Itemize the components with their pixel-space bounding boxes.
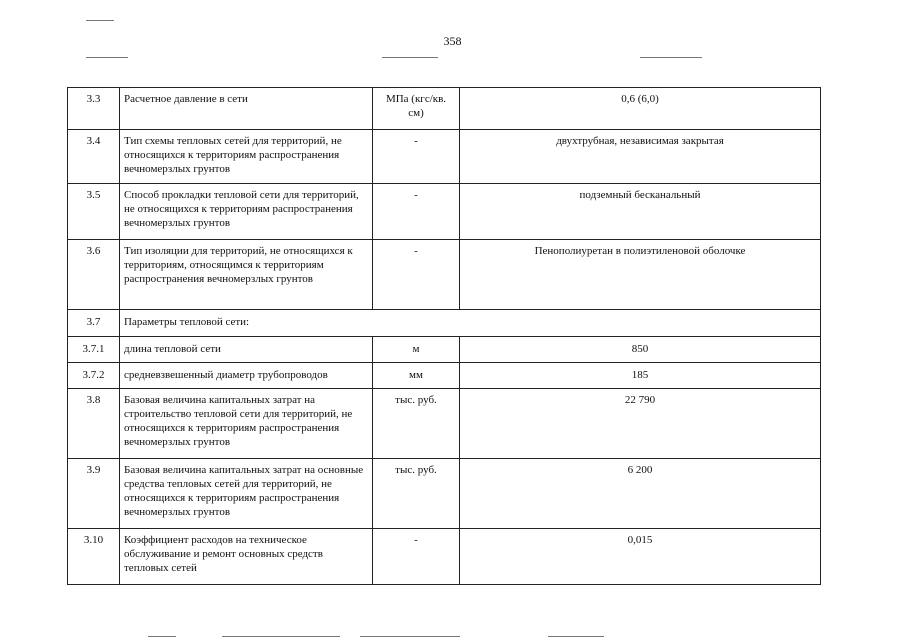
row-number: 3.7.1 [68,337,120,363]
row-unit: МПа (кгс/кв. см) [373,88,460,130]
row-unit: - [373,529,460,585]
table-row [68,529,821,585]
table-row [68,363,821,389]
scan-mark [148,636,176,637]
page-number: 358 [443,34,462,48]
row-number: 3.7.2 [68,363,120,389]
row-name: Коэффициент расходов на техническое обслуживание и ремонт основных средств тепловых сетей [120,529,373,585]
table-row [68,459,821,529]
row-name: длина тепловой сети [120,337,373,363]
row-name: Расчетное давление в сети [120,88,373,130]
row-unit: м [373,337,460,363]
parameters-table [67,87,821,585]
row-unit: - [373,240,460,310]
row-number: 3.6 [68,240,120,310]
table-row [68,310,821,337]
row-number: 3.4 [68,130,120,184]
row-unit: - [373,130,460,184]
scan-mark [548,636,604,637]
table-row [68,240,821,310]
row-number: 3.3 [68,88,120,130]
table-row [68,389,821,459]
scan-mark [360,636,460,637]
table-row [68,337,821,363]
row-unit: мм [373,363,460,389]
row-number: 3.5 [68,184,120,240]
scan-mark [86,20,114,21]
table-row [68,130,821,184]
row-value: 850 [460,337,821,363]
row-number: 3.10 [68,529,120,585]
row-unit: тыс. руб. [373,459,460,529]
row-name: Базовая величина капитальных затрат на основные средства тепловых сетей для территорий, не относящихся к территориям распространения вечномерзлых грунтов [120,459,373,529]
row-value: 185 [460,363,821,389]
row-value: подземный бесканальный [460,184,821,240]
scan-mark [86,57,128,58]
row-unit: тыс. руб. [373,389,460,459]
row-value: 6 200 [460,459,821,529]
scan-mark [640,57,702,58]
row-number: 3.7 [68,310,120,337]
row-value: 0,015 [460,529,821,585]
row-name: средневзвешенный диаметр трубопроводов [120,363,373,389]
row-value: двухтрубная, независимая закрытая [460,130,821,184]
row-value: Пенополиуретан в полиэтиленовой оболочке [460,240,821,310]
row-name: Базовая величина капитальных затрат на строительство тепловой сети для территорий, не относящихся к территориям распространения вечномерзлых грунтов [120,389,373,459]
row-name: Тип схемы тепловых сетей для территорий, не относящихся к территориям распространения вечномерзлых грунтов [120,130,373,184]
row-name: Способ прокладки тепловой сети для территорий, не относящихся к территориям распространения вечномерзлых грунтов [120,184,373,240]
scan-mark [222,636,340,637]
table-row [68,184,821,240]
row-section-title: Параметры тепловой сети: [120,310,821,337]
scan-mark [382,57,438,58]
row-value: 22 790 [460,389,821,459]
row-value: 0,6 (6,0) [460,88,821,130]
row-number: 3.8 [68,389,120,459]
row-name: Тип изоляции для территорий, не относящихся к территориям, относящимся к территориям распространения вечномерзлых грунтов [120,240,373,310]
table-row [68,88,821,130]
row-number: 3.9 [68,459,120,529]
row-unit: - [373,184,460,240]
